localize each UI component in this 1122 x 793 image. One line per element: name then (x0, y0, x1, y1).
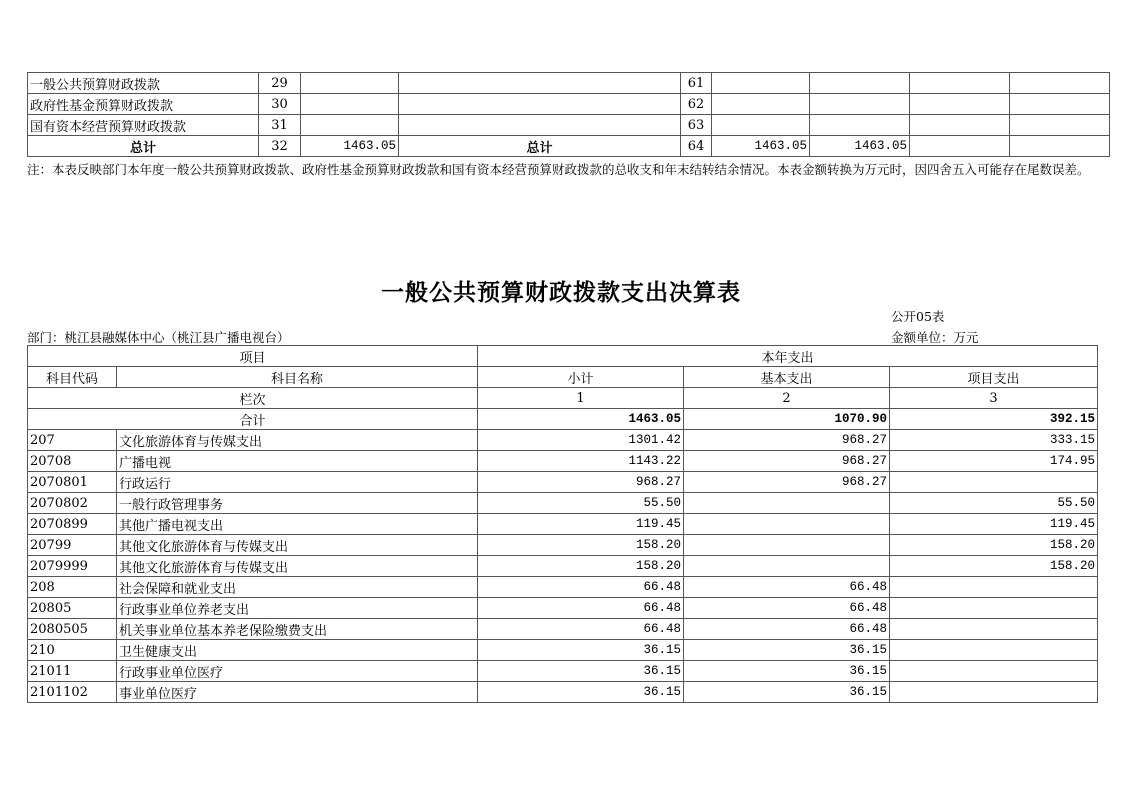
header-row-1 (28, 346, 1098, 367)
subject-code: 2070802 (28, 493, 117, 514)
amount-cell (712, 73, 810, 94)
amount-cell (910, 94, 1010, 115)
amount-cell (301, 115, 399, 136)
project-amount: 55.50 (890, 493, 1098, 514)
subject-name: 其他广播电视支出 (117, 514, 478, 535)
table-row (28, 451, 1098, 472)
project-amount: 174.95 (890, 451, 1098, 472)
department-label: 部门：桃江县融媒体中心（桃江县广播电视台） (27, 330, 290, 345)
amount-cell (910, 115, 1010, 136)
subtotal-amount: 1301.42 (478, 430, 684, 451)
subject-name: 机关事业单位基本养老保险缴费支出 (117, 619, 478, 640)
header-basic: 基本支出 (684, 367, 890, 388)
project-amount (890, 598, 1098, 619)
basic-amount (684, 514, 890, 535)
subject-code: 20799 (28, 535, 117, 556)
subject-name: 事业单位医疗 (117, 682, 478, 703)
header-col2: 2 (684, 388, 890, 409)
subject-name: 文化旅游体育与传媒支出 (117, 430, 478, 451)
item-name: 政府性基金预算财政拨款 (28, 94, 259, 115)
line-number: 63 (681, 115, 712, 136)
subtotal-amount: 66.48 (478, 598, 684, 619)
subject-code: 2070801 (28, 472, 117, 493)
project-amount: 158.20 (890, 556, 1098, 577)
subject-name: 行政运行 (117, 472, 478, 493)
table-row (28, 577, 1098, 598)
table-row (28, 661, 1098, 682)
amount-cell (399, 94, 681, 115)
header-name: 科目名称 (117, 367, 478, 388)
amount-cell (910, 136, 1010, 157)
summary-total-row (28, 136, 1122, 157)
line-number: 62 (681, 94, 712, 115)
subject-code: 208 (28, 577, 117, 598)
table-row (28, 493, 1098, 514)
amount-cell (399, 73, 681, 94)
table-row (28, 682, 1098, 703)
subject-name: 一般行政管理事务 (117, 493, 478, 514)
amount-cell (810, 73, 910, 94)
line-number: 32 (259, 136, 301, 157)
table-row (28, 514, 1098, 535)
subtotal-amount: 158.20 (478, 556, 684, 577)
summary-table (27, 72, 1122, 157)
subject-code: 2080505 (28, 619, 117, 640)
amount-cell (1010, 115, 1110, 136)
total-subtotal: 1463.05 (478, 409, 684, 430)
line-number: 31 (259, 115, 301, 136)
table-row (28, 472, 1098, 493)
amount-cell (712, 115, 810, 136)
line-number: 29 (259, 73, 301, 94)
unit-label: 金额单位：万元 (891, 330, 979, 345)
header-item: 项目 (28, 346, 478, 367)
subject-code: 2079999 (28, 556, 117, 577)
subject-name: 其他文化旅游体育与传媒支出 (117, 556, 478, 577)
project-amount (890, 661, 1098, 682)
header-col3: 3 (890, 388, 1098, 409)
total-project: 392.15 (890, 409, 1098, 430)
total-amount: 1463.05 (301, 136, 399, 157)
basic-amount (684, 535, 890, 556)
subtotal-amount: 119.45 (478, 514, 684, 535)
amount-cell (301, 73, 399, 94)
table-note: 注：本表反映部门本年度一般公共预算财政拨款、政府性基金预算财政拨款和国有资本经营预算财政拨款的总收支和年末结转结余情况。本表金额转换为万元时，因四舍五入可能存在尾数误差。 (27, 162, 1090, 177)
basic-amount: 66.48 (684, 598, 890, 619)
summary-row (28, 73, 1122, 94)
table-row (28, 619, 1098, 640)
total-label: 合计 (28, 409, 478, 430)
subject-code: 2101102 (28, 682, 117, 703)
subtotal-amount: 55.50 (478, 493, 684, 514)
subject-name: 广播电视 (117, 451, 478, 472)
total-label: 总计 (399, 136, 681, 157)
subtotal-amount: 66.48 (478, 577, 684, 598)
subtotal-amount: 158.20 (478, 535, 684, 556)
subject-name: 其他文化旅游体育与传媒支出 (117, 535, 478, 556)
project-amount (890, 472, 1098, 493)
total-label: 总计 (28, 136, 259, 157)
line-number: 64 (681, 136, 712, 157)
basic-amount: 66.48 (684, 577, 890, 598)
basic-amount (684, 556, 890, 577)
subtotal-amount: 1143.22 (478, 451, 684, 472)
subtotal-amount: 36.15 (478, 661, 684, 682)
header-column-no: 栏次 (28, 388, 478, 409)
item-name: 一般公共预算财政拨款 (28, 73, 259, 94)
basic-amount: 968.27 (684, 451, 890, 472)
subject-name: 卫生健康支出 (117, 640, 478, 661)
header-row-2 (28, 367, 1098, 388)
total-row (28, 409, 1098, 430)
subject-code: 20708 (28, 451, 117, 472)
subject-code: 2070899 (28, 514, 117, 535)
basic-amount: 968.27 (684, 430, 890, 451)
header-year-expense: 本年支出 (478, 346, 1098, 367)
subject-name: 社会保障和就业支出 (117, 577, 478, 598)
page-title: 一般公共预算财政拨款支出决算表 (381, 279, 741, 306)
amount-cell (712, 94, 810, 115)
form-number: 公开05表 (891, 309, 945, 324)
subject-code: 21011 (28, 661, 117, 682)
project-amount (890, 682, 1098, 703)
expense-table (27, 345, 1098, 703)
table-row (28, 556, 1098, 577)
amount-cell (1010, 73, 1110, 94)
basic-amount: 66.48 (684, 619, 890, 640)
subject-name: 行政事业单位养老支出 (117, 598, 478, 619)
header-code: 科目代码 (28, 367, 117, 388)
table-row (28, 640, 1098, 661)
amount-cell (810, 94, 910, 115)
subtotal-amount: 36.15 (478, 640, 684, 661)
project-amount: 119.45 (890, 514, 1098, 535)
subject-code: 20805 (28, 598, 117, 619)
project-amount: 333.15 (890, 430, 1098, 451)
summary-row (28, 94, 1122, 115)
amount-cell (1010, 136, 1110, 157)
total-amount: 1463.05 (810, 136, 910, 157)
amount-cell (301, 94, 399, 115)
basic-amount: 36.15 (684, 682, 890, 703)
header-col1: 1 (478, 388, 684, 409)
subject-code: 207 (28, 430, 117, 451)
subject-name: 行政事业单位医疗 (117, 661, 478, 682)
subject-code: 210 (28, 640, 117, 661)
amount-cell (810, 115, 910, 136)
subtotal-amount: 36.15 (478, 682, 684, 703)
basic-amount: 36.15 (684, 640, 890, 661)
total-amount: 1463.05 (712, 136, 810, 157)
total-basic: 1070.90 (684, 409, 890, 430)
summary-row (28, 115, 1122, 136)
table-row (28, 535, 1098, 556)
amount-cell (910, 73, 1010, 94)
subtotal-amount: 968.27 (478, 472, 684, 493)
basic-amount: 968.27 (684, 472, 890, 493)
subtotal-amount: 66.48 (478, 619, 684, 640)
project-amount: 158.20 (890, 535, 1098, 556)
item-name: 国有资本经营预算财政拨款 (28, 115, 259, 136)
project-amount (890, 577, 1098, 598)
header-row-3 (28, 388, 1098, 409)
project-amount (890, 619, 1098, 640)
line-number: 61 (681, 73, 712, 94)
amount-cell (399, 115, 681, 136)
amount-cell (1010, 94, 1110, 115)
basic-amount: 36.15 (684, 661, 890, 682)
line-number: 30 (259, 94, 301, 115)
project-amount (890, 640, 1098, 661)
header-subtotal: 小计 (478, 367, 684, 388)
header-project: 项目支出 (890, 367, 1098, 388)
basic-amount (684, 493, 890, 514)
table-row (28, 598, 1098, 619)
table-row (28, 430, 1098, 451)
